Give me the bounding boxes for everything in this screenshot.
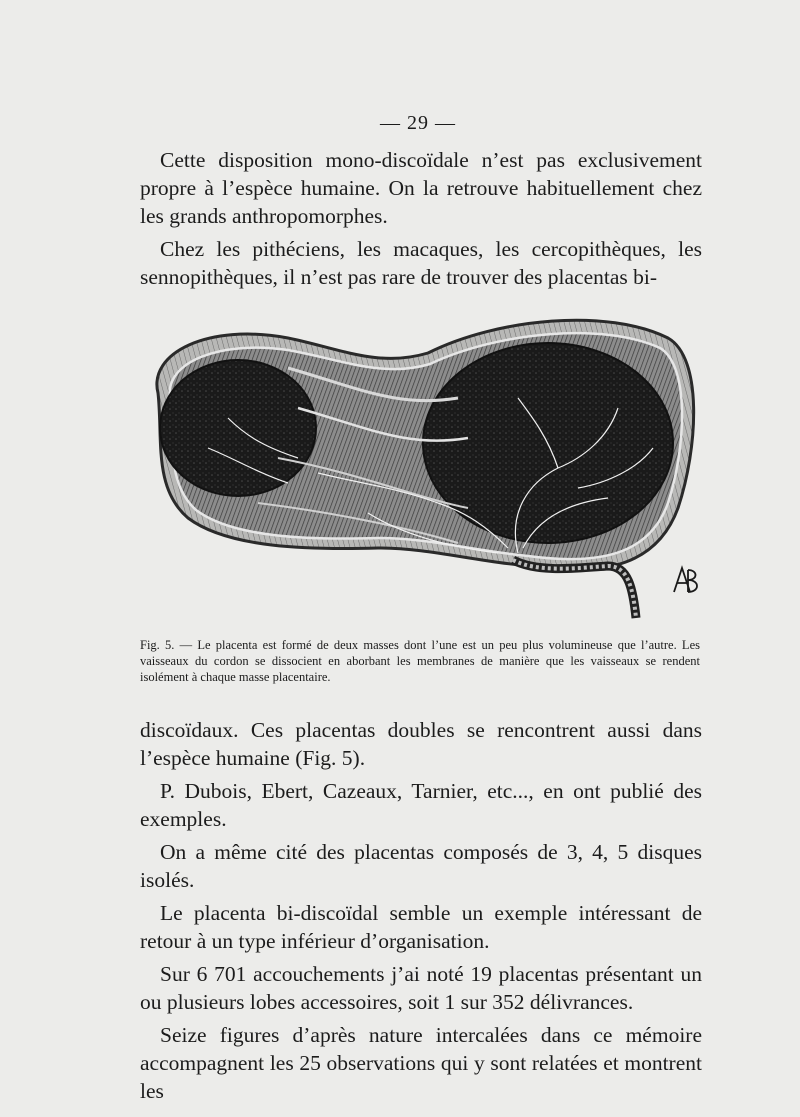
paragraph: On a même cité des placentas composés de 3, 4, 5 disques isolés.: [140, 840, 702, 892]
placenta-illustration: [138, 298, 698, 638]
placental-disc-left: [160, 360, 316, 496]
paragraph: Cette disposition mono-discoïdale n’est pas exclusivement propre à l’espèce humaine. On la retrouve habituellement chez les grands anthropomorphes.: [140, 148, 702, 228]
caption-text: — Le placenta est formé de deux masses dont l’une est un peu plus volumineuse que l’autre. Les vaisseaux du cordon se dissocient en aborbant les membranes de manière que les vaisseaux se rendent isolément à chaque masse placentaire.: [140, 638, 700, 684]
placenta-engraving: [138, 298, 698, 638]
caption-label: Fig. 5.: [140, 638, 175, 652]
page-number: — 29 —: [380, 112, 456, 134]
paragraph: Le placenta bi-discoïdal semble un exemple intéressant de retour à un type inférieur d’organisation.: [140, 901, 702, 953]
text-block-bottom: [140, 716, 702, 1105]
paragraph: Sur 6 701 accouchements j’ai noté 19 placentas présentant un ou plusieurs lobes accessoires, soit 1 sur 352 délivrances.: [140, 962, 702, 1014]
figure-caption: [140, 637, 700, 685]
paragraph: P. Dubois, Ebert, Cazeaux, Tarnier, etc..., en ont publié des exemples.: [140, 779, 702, 831]
paragraph: Chez les pithéciens, les macaques, les cercopithèques, les sennopithèques, il n’est pas rare de trouver des placentas bi-: [140, 237, 702, 289]
artist-monogram: [674, 568, 697, 592]
paragraph: Seize figures d’après nature intercalées dans ce mémoire accompagnent les 25 observations qui y sont relatées et montrent les: [140, 1023, 702, 1103]
paragraph: discoïdaux. Ces placentas doubles se rencontrent aussi dans l’espèce humaine (Fig. 5).: [140, 718, 702, 770]
text-block-top: [140, 146, 702, 291]
